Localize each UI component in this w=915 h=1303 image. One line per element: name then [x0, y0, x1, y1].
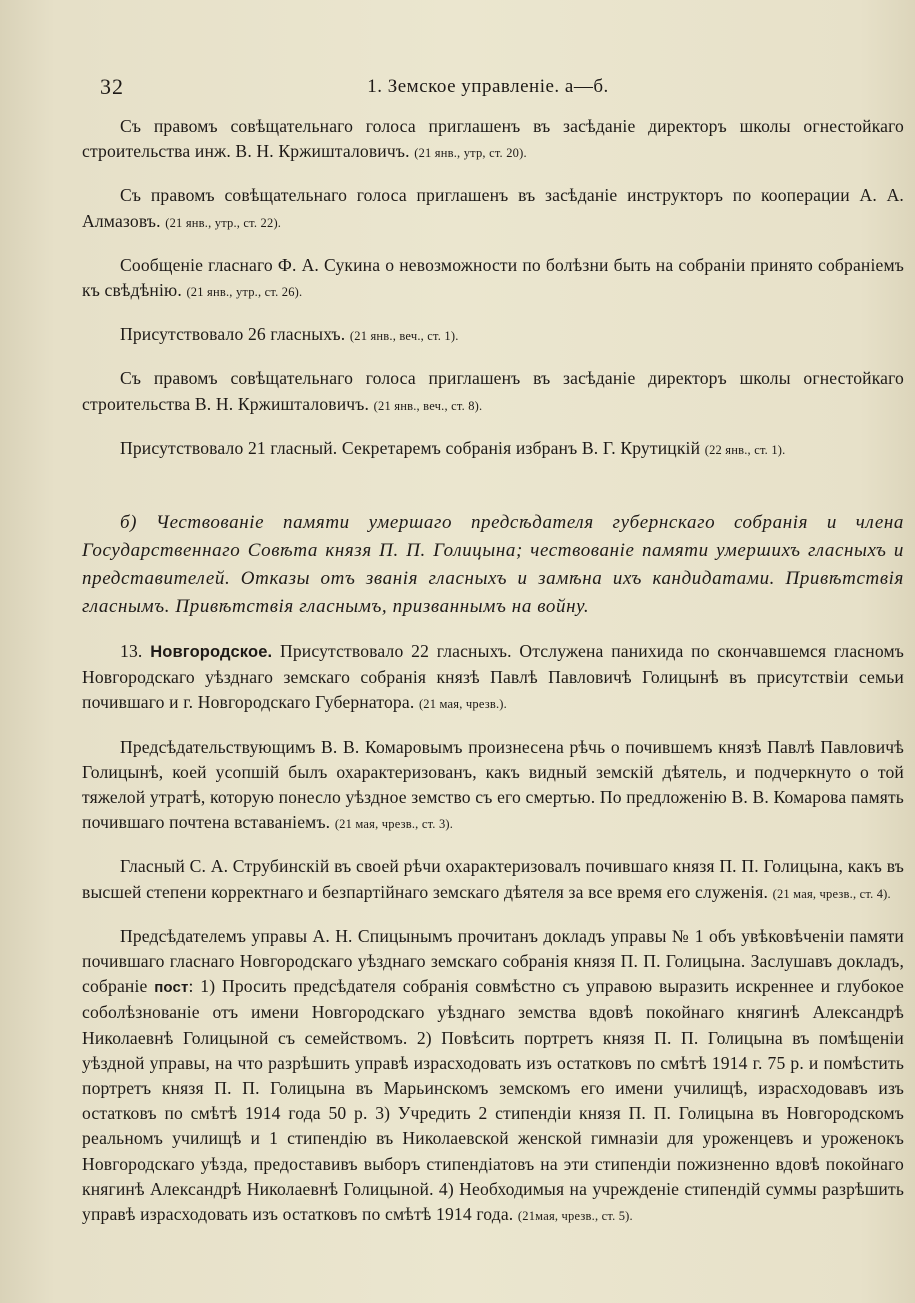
paragraph-text: Присутствовало 22 гласныхъ. Отслужена панихида по скончавшемся гласномъ Новгородскаго уѣзднаго земскаго собранія князѣ Павлѣ Павловичѣ Голицынѣ въ присутствіи семьи почившаго и г. Новгородскаго Губернатора. — [82, 641, 904, 713]
paragraph-text: : 1) Просить предсѣдателя собранія совмѣстно съ управою выразить искреннее и глубокое соболѣзнованіе отъ имени Новгородскаго уѣзднаго земства вдовѣ покойнаго княгинѣ Александрѣ Николаевнѣ Голицыной съ семействомъ. 2) Повѣсить портретъ князя П. П. Голицына въ помѣщеніи уѣздной управы, на что разрѣшить управѣ израсходовать изъ остатковъ по смѣтѣ 1914 г. 75 р. и помѣстить портретъ князя П. П. Голицына въ Марьинскомъ земскомъ его имени училищѣ, израсходовавъ изъ остатковъ по смѣтѣ 1914 года 50 р. 3) Учредить 2 стипендіи князя П. П. Голицына въ Новгородскомъ реальномъ училищѣ и 1 стипендію въ Николаевской женской гимназіи для уроженцевъ и уроженокъ Новгородскаго уѣзда, предоставивъ выборъ стипендіатовъ на эти стипендіи пожизненно вдовѣ покойнаго княгинѣ Александрѣ Николаевнѣ Голицыной. 4) Необходимыя на учрежденіе стипендій суммы разрѣшить управѣ израсходовать изъ остатковъ по смѣтѣ 1914 года. — [82, 976, 904, 1225]
paragraph-text: Присутствовало 26 гласныхъ. — [120, 324, 346, 345]
paragraph-novgorod — [82, 639, 904, 718]
page-header — [98, 74, 878, 108]
paragraph-text: Присутствовало 21 гласный. Секретаремъ собранія избранъ В. Г. Крутицкій — [120, 437, 701, 458]
citation-ref: (21 янв., веч., ст. 1). — [349, 329, 459, 344]
paragraph — [82, 114, 904, 166]
paragraph — [82, 735, 904, 838]
paragraph-text: Гласный С. А. Струбинскій въ своей рѣчи охарактеризовалъ почившаго князя П. П. Голицына, какъ въ высшей степени корректнаго и безпартійнаго земскаго дѣятеля за все время его служенія. — [82, 856, 904, 902]
section-heading: б) Чествованіе памяти умершаго предсѣдателя губернскаго собранія и члена Государственнаго Совѣта князя П. П. Голицына; чествованіе памяти умершихъ гласныхъ и представителей. Отказы отъ званія гласныхъ и замѣна ихъ кандидатами. Привѣтствія гласнымъ. Привѣтствія гласнымъ, призваннымъ на войну. — [82, 512, 904, 618]
citation-ref: (21 янв., утр, ст. 20). — [414, 146, 527, 161]
paragraph — [82, 366, 904, 418]
page-body — [82, 114, 904, 1246]
paragraph-text: Съ правомъ совѣщательнаго голоса приглашенъ въ засѣданіе инструкторъ по кооперации А. А. Алмазовъ. — [82, 185, 904, 231]
paragraph-text: Предсѣдательствующимъ В. В. Комаровымъ произнесена рѣчь о почившемъ князѣ Павлѣ Павловичѣ Голицынѣ, коей усопшій былъ охарактеризованъ, какъ видный земскій дѣятель, и подчеркнуто о той тяжелой утратѣ, которую понесло уѣздное земство съ его смертью. По предложенію В. В. Комарова память почившаго почтена вставаніемъ. — [82, 736, 904, 833]
paragraph-text: Съ правомъ совѣщательнаго голоса приглашенъ въ засѣданіе директоръ школы огнестойкаго строительства инж. В. Н. Кржишталовичъ. — [82, 116, 904, 162]
paragraph — [82, 436, 904, 463]
citation-ref: (21 мая, чрезв.). — [418, 697, 507, 712]
zemstvo-name: Новгородское. — [150, 643, 273, 662]
entry-number: 13. — [120, 641, 143, 662]
citation-ref: (21 янв., утр., ст. 22). — [165, 215, 282, 230]
paragraph-resolution — [82, 924, 904, 1229]
citation-ref: (21 янв., веч., ст. 8). — [373, 398, 483, 413]
page-number: 32 — [100, 74, 124, 99]
citation-ref: (22 янв., ст. 1). — [704, 442, 786, 457]
citation-ref: (21мая, чрезв., ст. 5). — [517, 1209, 633, 1224]
paragraph-text: Съ правомъ совѣщательнаго голоса приглашенъ въ засѣданіе директоръ школы огнестойкаго строительства В. Н. Кржишталовичъ. — [82, 368, 904, 414]
citation-ref: (21 мая, чрезв., ст. 4). — [772, 886, 891, 901]
citation-ref: (21 янв., утр., ст. 26). — [186, 285, 303, 300]
paragraph — [82, 183, 904, 235]
running-head: 1. Земское управленіе. а—б. — [367, 76, 609, 97]
citation-ref: (21 мая, чрезв., ст. 3). — [334, 817, 454, 832]
paragraph — [82, 854, 904, 906]
paragraph-text: Предсѣдателемъ управы А. Н. Спицынымъ прочитанъ докладъ управы № 1 объ увѣковѣченіи памяти почившаго гласнаго Новгородскаго уѣзднаго земскаго собранія князя П. П. Голицына. Заслушавъ докладъ, собраніе — [82, 925, 904, 997]
paragraph-text: Сообщеніе гласнаго Ф. А. Сукина о невозможности по болѣзни быть на собраніи принято собраніемъ къ свѣдѣнію. — [82, 254, 904, 301]
resolution-keyword: пост — [154, 979, 189, 997]
paragraph — [82, 253, 904, 305]
paragraph — [82, 322, 904, 349]
